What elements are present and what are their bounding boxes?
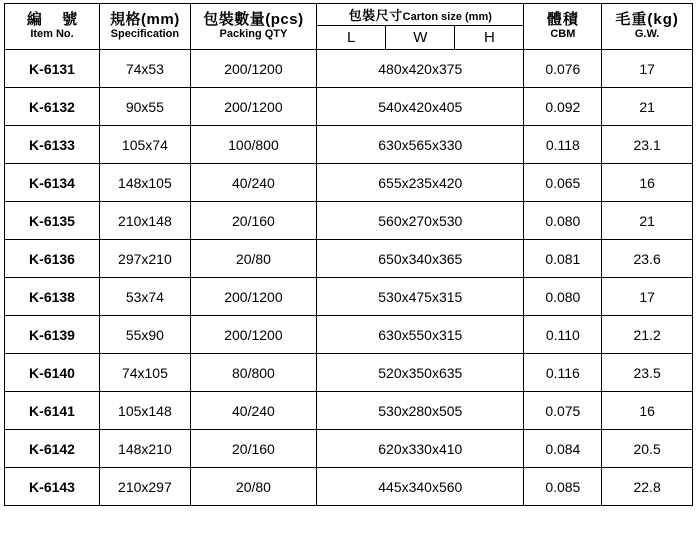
cell-specification: 210x297 [100, 468, 191, 506]
column-header-carton-height: H [455, 26, 524, 50]
cell-packing-qty: 80/800 [190, 354, 316, 392]
cell-packing-qty: 200/1200 [190, 50, 316, 88]
cell-packing-qty: 20/80 [190, 240, 316, 278]
cell-specification: 90x55 [100, 88, 191, 126]
cell-specification: 148x210 [100, 430, 191, 468]
column-header-carton-width: W [386, 26, 455, 50]
table-row [5, 468, 693, 506]
cell-gross-weight: 17 [602, 278, 693, 316]
table-row [5, 164, 693, 202]
table-body [5, 50, 693, 506]
cell-item-no: K-6133 [5, 126, 100, 164]
cell-carton-size: 620x330x410 [317, 430, 524, 468]
cell-gross-weight: 21.2 [602, 316, 693, 354]
table-row [5, 126, 693, 164]
table-row [5, 202, 693, 240]
cell-cbm: 0.080 [524, 202, 602, 240]
packing-specification-table [4, 3, 693, 506]
cell-specification: 74x105 [100, 354, 191, 392]
cell-carton-size: 540x420x405 [317, 88, 524, 126]
cell-gross-weight: 16 [602, 392, 693, 430]
cell-specification: 297x210 [100, 240, 191, 278]
column-header-cbm-en: CBM [550, 27, 576, 40]
cell-item-no: K-6134 [5, 164, 100, 202]
column-header-packing-qty-cn: 包裝數量(pcs) [203, 11, 304, 29]
column-header-gross-weight-en: G.W. [634, 27, 660, 40]
cell-packing-qty: 200/1200 [190, 88, 316, 126]
column-header-specification-en: Specification [110, 27, 180, 40]
cell-specification: 210x148 [100, 202, 191, 240]
cell-packing-qty: 40/240 [190, 392, 316, 430]
cell-specification: 105x148 [100, 392, 191, 430]
cell-cbm: 0.084 [524, 430, 602, 468]
column-header-item-no-en: Item No. [30, 27, 74, 40]
column-header-gross-weight-cn: 毛重(kg) [615, 11, 679, 29]
cell-carton-size: 520x350x635 [317, 354, 524, 392]
column-header-carton-size-cn: 包裝尺寸 [348, 8, 403, 23]
cell-item-no: K-6140 [5, 354, 100, 392]
column-header-packing-qty [190, 4, 316, 50]
cell-cbm: 0.092 [524, 88, 602, 126]
table-row [5, 50, 693, 88]
table-header-row-primary [5, 4, 693, 26]
column-header-specification-cn: 規格(mm) [110, 11, 180, 29]
cell-gross-weight: 23.5 [602, 354, 693, 392]
column-header-gross-weight [602, 4, 693, 50]
cell-item-no: K-6142 [5, 430, 100, 468]
cell-specification: 55x90 [100, 316, 191, 354]
cell-carton-size: 650x340x365 [317, 240, 524, 278]
cell-specification: 105x74 [100, 126, 191, 164]
cell-gross-weight: 23.1 [602, 126, 693, 164]
cell-carton-size: 655x235x420 [317, 164, 524, 202]
cell-cbm: 0.076 [524, 50, 602, 88]
column-header-specification [100, 4, 191, 50]
cell-item-no: K-6136 [5, 240, 100, 278]
table-row [5, 354, 693, 392]
cell-carton-size: 630x550x315 [317, 316, 524, 354]
table-row [5, 430, 693, 468]
cell-gross-weight: 16 [602, 164, 693, 202]
cell-carton-size: 445x340x560 [317, 468, 524, 506]
cell-cbm: 0.075 [524, 392, 602, 430]
cell-cbm: 0.110 [524, 316, 602, 354]
cell-cbm: 0.085 [524, 468, 602, 506]
cell-specification: 148x105 [100, 164, 191, 202]
cell-item-no: K-6132 [5, 88, 100, 126]
cell-cbm: 0.065 [524, 164, 602, 202]
cell-packing-qty: 100/800 [190, 126, 316, 164]
column-header-cbm-cn: 體積 [546, 11, 579, 29]
table-row [5, 88, 693, 126]
cell-carton-size: 530x475x315 [317, 278, 524, 316]
column-header-carton-size-en: Carton size (mm) [402, 11, 492, 23]
cell-cbm: 0.116 [524, 354, 602, 392]
cell-item-no: K-6141 [5, 392, 100, 430]
cell-gross-weight: 22.8 [602, 468, 693, 506]
column-header-item-no [5, 4, 100, 50]
cell-packing-qty: 20/160 [190, 202, 316, 240]
cell-packing-qty: 200/1200 [190, 316, 316, 354]
cell-packing-qty: 200/1200 [190, 278, 316, 316]
table-row [5, 240, 693, 278]
cell-specification: 53x74 [100, 278, 191, 316]
cell-carton-size: 630x565x330 [317, 126, 524, 164]
cell-carton-size: 560x270x530 [317, 202, 524, 240]
cell-gross-weight: 17 [602, 50, 693, 88]
column-header-item-no-cn: 編 號 [26, 11, 86, 29]
cell-item-no: K-6139 [5, 316, 100, 354]
cell-packing-qty: 20/80 [190, 468, 316, 506]
cell-packing-qty: 40/240 [190, 164, 316, 202]
cell-carton-size: 530x280x505 [317, 392, 524, 430]
cell-cbm: 0.081 [524, 240, 602, 278]
column-header-carton-length: L [317, 26, 386, 50]
cell-item-no: K-6135 [5, 202, 100, 240]
table-row [5, 316, 693, 354]
cell-gross-weight: 21 [602, 202, 693, 240]
cell-item-no: K-6143 [5, 468, 100, 506]
cell-gross-weight: 21 [602, 88, 693, 126]
column-header-packing-qty-en: Packing QTY [219, 27, 288, 40]
column-header-carton-size [317, 4, 524, 26]
column-header-cbm [524, 4, 602, 50]
cell-specification: 74x53 [100, 50, 191, 88]
table-row [5, 392, 693, 430]
table-row [5, 278, 693, 316]
cell-gross-weight: 23.6 [602, 240, 693, 278]
cell-cbm: 0.118 [524, 126, 602, 164]
cell-packing-qty: 20/160 [190, 430, 316, 468]
cell-item-no: K-6138 [5, 278, 100, 316]
cell-gross-weight: 20.5 [602, 430, 693, 468]
cell-carton-size: 480x420x375 [317, 50, 524, 88]
cell-item-no: K-6131 [5, 50, 100, 88]
cell-cbm: 0.080 [524, 278, 602, 316]
